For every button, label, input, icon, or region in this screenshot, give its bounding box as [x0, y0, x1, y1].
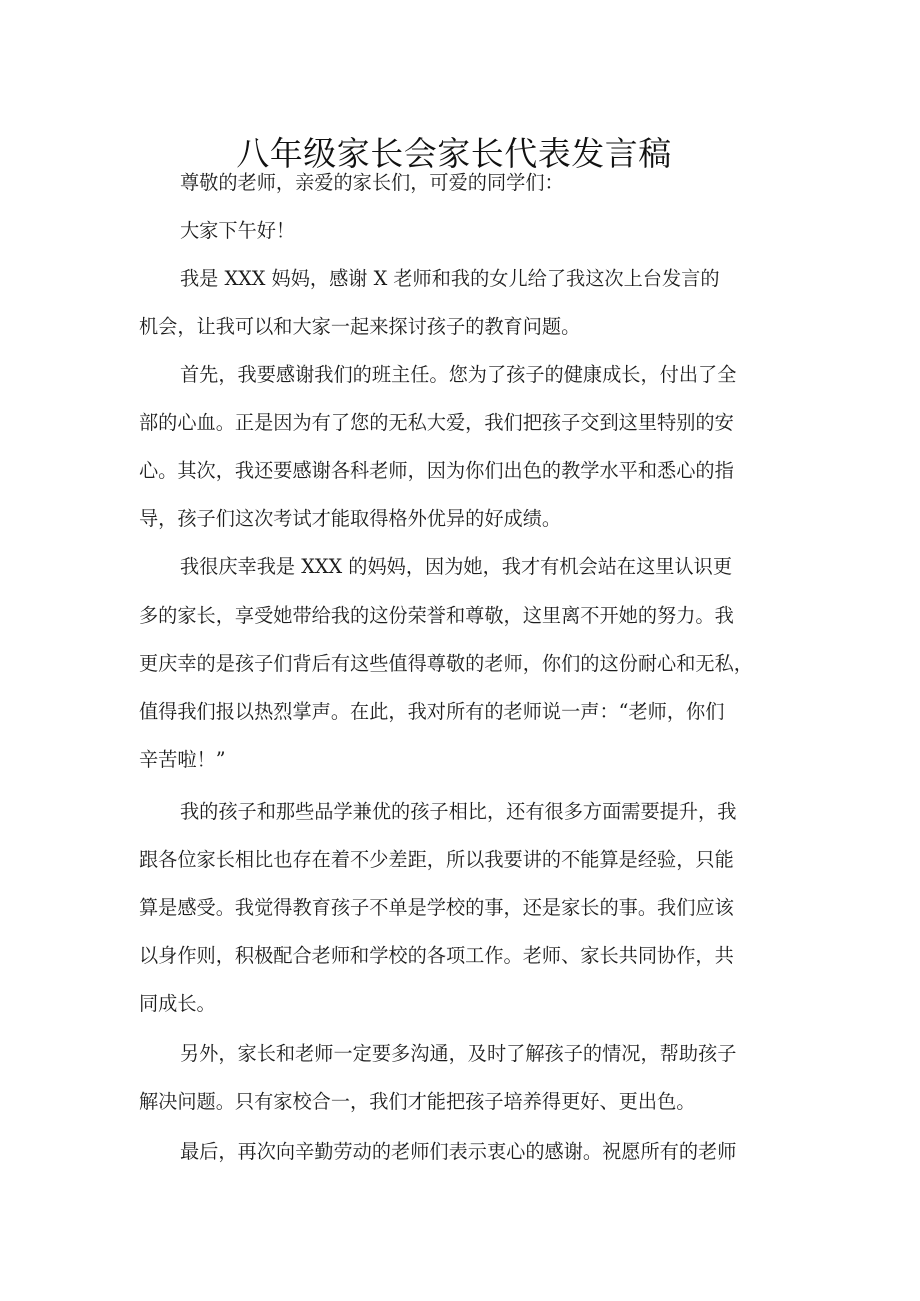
paragraph-5-line-2: 解决问题。只有家校合一，我们才能把孩子培养得更好、更出色。: [139, 1090, 696, 1113]
paragraph-3-line-1: 我很庆幸我是 XXX 的妈妈，因为她，我才有机会站在这里认识更: [180, 555, 733, 578]
paragraph-5-line-1: 另外，家长和老师一定要多沟通，及时了解孩子的情况，帮助孩子: [180, 1042, 737, 1065]
paragraph-2-line-4: 导，孩子们这次考试才能取得格外优异的好成绩。: [139, 507, 562, 530]
greeting-afternoon: 大家下午好！: [180, 219, 296, 242]
paragraph-4-line-4: 以身作则，积极配合老师和学校的各项工作。老师、家长共同协作，共: [139, 944, 734, 967]
greeting-line: 尊敬的老师，亲爱的家长们，可爱的同学们：: [180, 171, 564, 194]
paragraph-3-line-3: 更庆幸的是孩子们背后有这些值得尊敬的老师，你们的这份耐心和无私，: [139, 652, 753, 675]
paragraph-1-line-2: 机会，让我可以和大家一起来探讨孩子的教育问题。: [139, 315, 581, 338]
paragraph-4-line-5: 同成长。: [139, 992, 216, 1015]
paragraph-4-line-1: 我的孩子和那些品学兼优的孩子相比，还有很多方面需要提升，我: [180, 800, 737, 823]
paragraph-2-line-2: 部的心血。正是因为有了您的无私大爱，我们把孩子交到这里特别的安: [139, 411, 734, 434]
paragraph-3-line-4: 值得我们报以热烈掌声。在此，我对所有的老师说一声：“老师，你们: [139, 700, 725, 723]
paragraph-4-line-2: 跟各位家长相比也存在着不少差距，所以我要讲的不能算是经验，只能: [139, 848, 734, 871]
paragraph-2-line-3: 心。其次，我还要感谢各科老师，因为你们出色的教学水平和悉心的指: [139, 459, 734, 482]
paragraph-2-line-1: 首先，我要感谢我们的班主任。您为了孩子的健康成长，付出了全: [180, 363, 737, 386]
paragraph-4-line-3: 算是感受。我觉得教育孩子不单是学校的事，还是家长的事。我们应该: [139, 896, 734, 919]
paragraph-3-line-2: 多的家长，享受她带给我的这份荣誉和尊敬，这里离不开她的努力。我: [139, 604, 734, 627]
paragraph-1-line-1: 我是 XXX 妈妈，感谢 X 老师和我的女儿给了我这次上台发言的: [180, 267, 720, 290]
paragraph-3-line-5: 辛苦啦！”: [139, 748, 226, 771]
paragraph-6-line-1: 最后，再次向辛勤劳动的老师们表示衷心的感谢。祝愿所有的老师: [180, 1140, 737, 1163]
document-title: 八年级家长会家长代表发言稿: [236, 134, 672, 174]
